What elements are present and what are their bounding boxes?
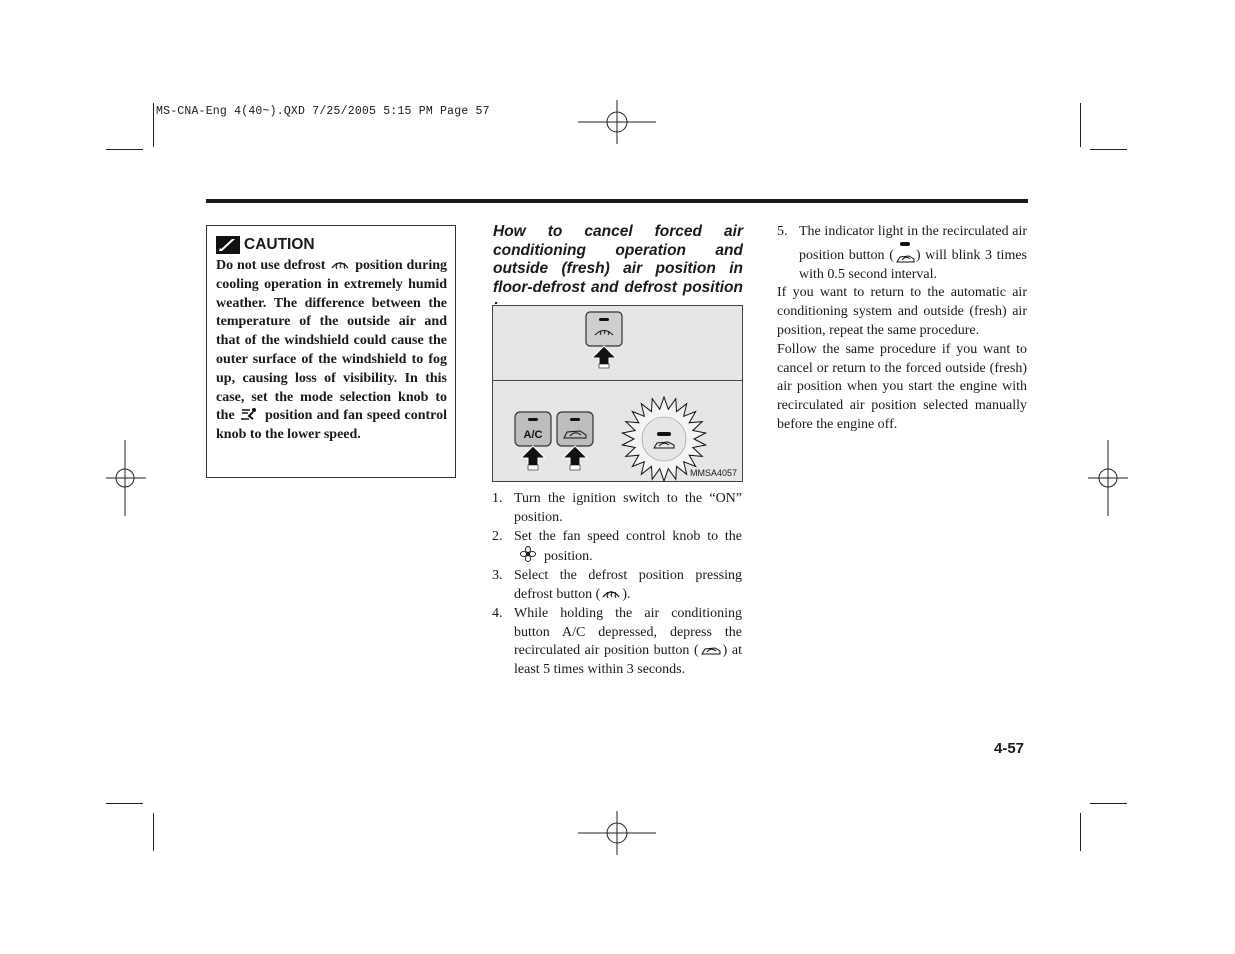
ac-button-illustration — [513, 410, 557, 474]
caution-title: CAUTION — [244, 236, 315, 253]
recirc-icon — [894, 242, 916, 264]
list-item: 4. While holding the air conditioning button A/C depressed, depress the recirculated air position button ( ) at least 5 times within 3 seconds. — [492, 605, 743, 678]
registration-mark-icon — [578, 811, 656, 855]
figure-code: MMSA4057 — [689, 468, 737, 478]
arrow-up-icon — [592, 346, 616, 368]
caution-heading — [216, 236, 315, 254]
registration-mark-icon — [578, 100, 656, 144]
defrost-button-illustration — [583, 310, 627, 372]
list-item: 5. The indicator light in the recirculated air position button ( ) will blink 3 times with 0.5 second interval. — [777, 224, 1027, 282]
right-column — [777, 223, 1027, 435]
section-heading: How to cancel forced air conditioning operation and outside (fresh) air position in floor-defrost and defrost position — [493, 223, 743, 296]
defrost-icon — [600, 586, 622, 600]
control-panel-figure — [492, 305, 743, 482]
header-rule — [206, 199, 1028, 203]
recirc-icon — [699, 642, 723, 656]
step-list — [492, 490, 742, 680]
registration-mark-icon — [1088, 440, 1128, 516]
floor-defrost-icon — [239, 407, 261, 421]
figure-divider — [493, 380, 742, 381]
recirc-button-illustration — [555, 410, 599, 474]
list-item: 1. Turn the ignition switch to the “ON” position. — [492, 491, 742, 525]
registration-mark-icon — [106, 440, 146, 516]
paragraph: If you want to return to the automatic air conditioning system and outside (fresh) air position, repeat the same procedure. — [777, 285, 1027, 338]
page-number: 4-57 — [994, 740, 1025, 757]
print-slug: MS-CNA-Eng 4(40~).QXD 7/25/2005 5:15 PM Page 57 — [156, 105, 490, 118]
ac-label: A/C — [523, 429, 543, 441]
caution-text: Do not use defrost position during cooling operation in extremely humid weather. The difference between the temperature of the outside air and that of the windshield could cause the outer surface of the windshield to fog up, causing loss of visibility. In this case, set the mode selection knob to the position and fan speed control knob to the lower speed. — [216, 258, 448, 443]
fan-icon — [518, 546, 538, 562]
arrow-up-icon — [563, 446, 587, 470]
list-item: 2. Set the fan speed control knob to the position. — [492, 528, 742, 565]
defrost-icon — [329, 257, 351, 271]
caution-pencil-icon — [216, 236, 240, 254]
arrow-up-icon — [521, 446, 545, 470]
paragraph: Follow the same procedure if you want to cancel or return to the forced outside (fresh) air position when you start the engine with recirculated air position selected manually before the engine off. — [777, 341, 1027, 432]
list-item: 3. Select the defrost position pressing defrost button ( ). — [492, 568, 742, 602]
